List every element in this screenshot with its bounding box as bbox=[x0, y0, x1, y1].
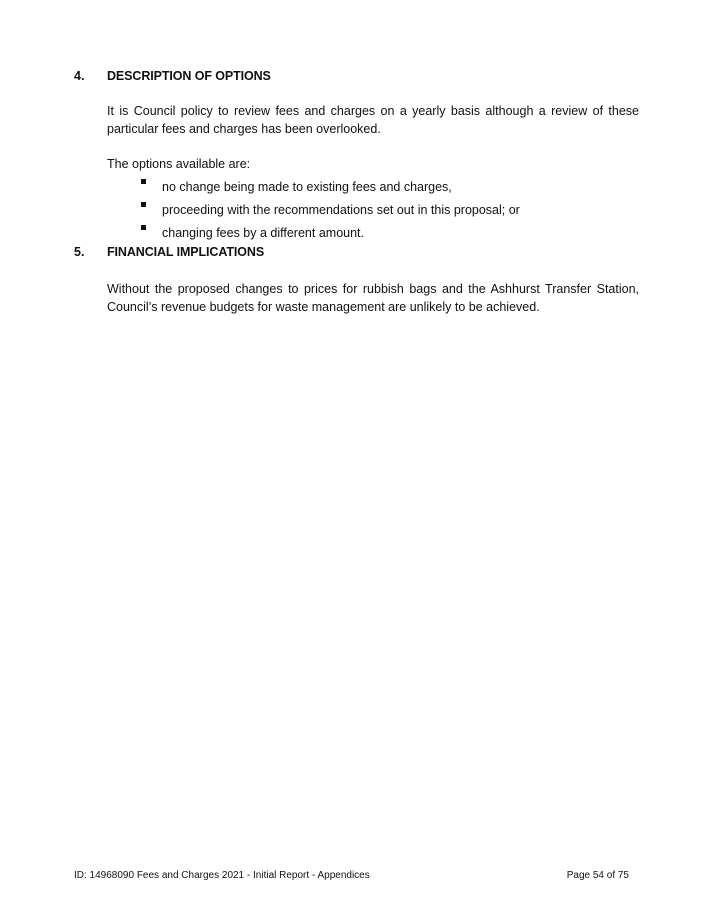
section-description-of-options bbox=[74, 68, 644, 242]
options-intro: The options available are: bbox=[107, 157, 251, 171]
section-title: DESCRIPTION OF OPTIONS bbox=[107, 69, 271, 83]
section-number: 5. bbox=[74, 245, 85, 259]
square-bullet-icon bbox=[107, 196, 162, 214]
list-item-text: no change being made to existing fees and charges, bbox=[162, 180, 452, 194]
options-list bbox=[107, 173, 644, 242]
square-bullet-icon bbox=[107, 219, 162, 237]
list-item bbox=[107, 219, 644, 242]
section-heading bbox=[74, 68, 644, 84]
footer-document-id: ID: 14968090 Fees and Charges 2021 - Initial Report - Appendices bbox=[74, 870, 370, 881]
square-bullet-icon bbox=[107, 173, 162, 191]
section-financial-implications bbox=[74, 244, 644, 316]
section-heading bbox=[74, 244, 644, 260]
list-item-text: proceeding with the recommendations set out in this proposal; or bbox=[162, 203, 520, 217]
list-item bbox=[107, 173, 644, 196]
section-number: 4. bbox=[74, 69, 85, 83]
list-item bbox=[107, 196, 644, 219]
section-paragraph: Without the proposed changes to prices for rubbish bags and the Ashhurst Transfer Station, Council’s revenue budgets for waste management are unlikely to be achieved. bbox=[107, 282, 639, 314]
list-item-text: changing fees by a different amount. bbox=[162, 226, 364, 240]
footer-page-number: Page 54 of 75 bbox=[566, 870, 629, 881]
section-paragraph: It is Council policy to review fees and charges on a yearly basis although a review of these particular fees and charges has been overlooked. bbox=[107, 104, 639, 136]
section-title: FINANCIAL IMPLICATIONS bbox=[107, 245, 265, 259]
